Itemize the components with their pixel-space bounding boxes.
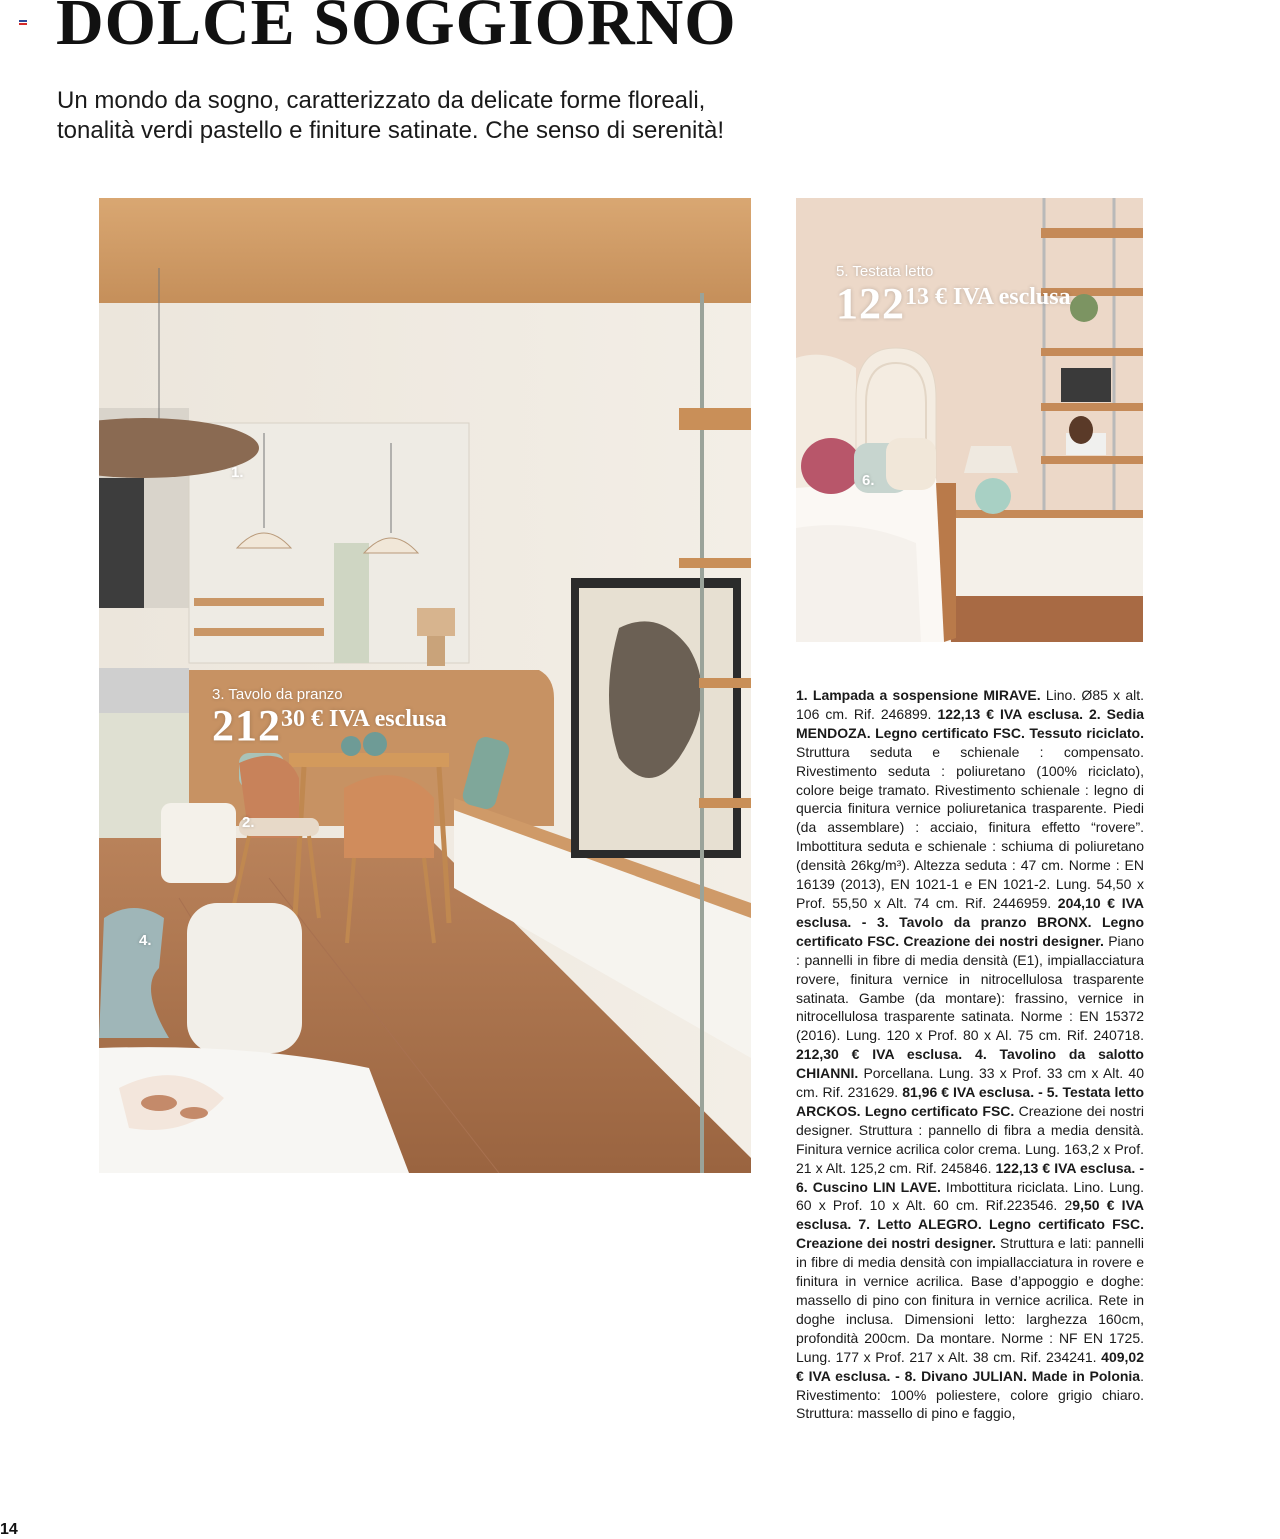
description-run: . Rivestimento: 100% poliestere, colore grigio chiaro. Struttura: massello di pino e faggio, xyxy=(796,1367,1144,1422)
headboard-price-label: 5. Testata letto xyxy=(836,263,934,280)
headboard-price-rest: 13 € IVA esclusa xyxy=(905,284,1071,310)
description-bold-run: 1. Lampada a sospensione MIRAVE. xyxy=(796,687,1041,703)
description-run: Imbottitura riciclata. Lino. Lung. 60 x Prof. 10 x Alt. 60 cm. Rif.223546. 2 xyxy=(796,1178,1145,1214)
marker-6: 6. xyxy=(862,472,875,489)
description-run: Struttura e lati: pannelli in fibre di media densità con impiallacciatura in rovere e finitura in vernice acrilica. Base d’appoggio e doghe: massello di pino con finitura in vernice acrilica. Rete in doghe inclusa. Dimensioni letto: larghezza 160cm, profondità 200cm. Da montare. Norme : NF EN 1725. Lung. 177 x Prof. 217 x Alt. 38 cm. Rif. 234241. xyxy=(796,1235,1144,1365)
intro-text xyxy=(57,86,857,146)
living-room-photo xyxy=(99,198,751,1173)
description-run: Creazione dei nostri designer. Struttura : pannello di fibra a media densità. Finitura vernice acrilica color crema. Lung. 163,2 x Prof. 21 x Alt. 125,2 cm. Rif. 245846. xyxy=(796,1102,1144,1176)
page-number: 14 xyxy=(0,1521,18,1538)
description-run: Porcellana. Lung. 33 x Prof. 33 cm x Alt. 40 cm. Rif. 231629. xyxy=(796,1065,1144,1101)
marker-2: 2. xyxy=(242,814,255,831)
living-room-illustration xyxy=(99,198,751,1173)
description-run: Struttura seduta e schienale : compensato. Rivestimento seduta : poliuretano (100% riciclato), colore beige tramato. Rivestimento schienale : legno di quercia finitura vernice poliuretanica trasparente. Piedi (da assemblare) : acciaio, finitura effetto “rovere”. Imbottitura seduta e schienale : schiuma di poliuretano (densità 26kg/m³). Altezza seduta : 47 cm. Norme : EN 16139 (2013), EN 1021-1 e EN 1021-2. Lung. 54,50 x Prof. 55,50 x Alt. 74 cm. Rif. 2446959. xyxy=(796,743,1144,911)
description-bold-run: 122,13 € IVA esclusa. - 6. Cuscino LIN LAVE. xyxy=(796,1159,1144,1195)
headboard-price-int: 122 xyxy=(836,279,905,328)
description-bold-run: 9,50 € IVA esclusa. 7. Letto ALEGRO. Legno certificato FSC. Creazione dei nostri designer. xyxy=(796,1197,1144,1252)
description-bold-run: 409,02 € IVA esclusa. - 8. Divano JULIAN. Made in Polonia xyxy=(796,1348,1144,1384)
marker-4: 4. xyxy=(139,932,152,949)
intro-line-2: tonalità verdi pastello e finiture satinate. Che senso di serenità! xyxy=(57,117,725,144)
dining-table-price xyxy=(212,700,447,751)
product-description xyxy=(796,686,1144,1423)
intro-line-1: Un mondo da sogno, caratterizzato da delicate forme floreali, xyxy=(57,87,706,114)
description-bold-run: 122,13 € IVA esclusa. 2. Sedia MENDOZA. Legno certificato FSC. Tessuto riciclato. xyxy=(796,705,1145,741)
description-run: Piano : pannelli in fibre di media densità (E1), impiallacciatura rovere, finitura vernice in nitrocellulosa trasparente satinata. Gambe (da montare): frassino, vernice in nitrocellulosa trasparente satinata. Norme : EN 15372 (2016). Lung. 120 x Prof. 80 x Al. 75 cm. Rif. 240718. xyxy=(796,932,1144,1044)
dining-table-price-rest: 30 € IVA esclusa xyxy=(281,706,447,732)
dining-table-price-int: 212 xyxy=(212,701,281,750)
headboard-price xyxy=(836,278,1071,329)
description-bold-run: 81,96 € IVA esclusa. - 5. Testata letto ARCKOS. Legno certificato FSC. xyxy=(796,1084,1145,1119)
description-bold-run: 212,30 € IVA esclusa. 4. Tavolino da salotto CHIANNI. xyxy=(796,1046,1144,1082)
brand-flag-icon xyxy=(19,20,27,25)
bedroom-photo xyxy=(796,198,1143,642)
marker-1: 1. xyxy=(231,464,244,481)
description-bold-run: 204,10 € IVA esclusa. - 3. Tavolo da pranzo BRONX. Legno certificato FSC. Creazione dei nostri designer. xyxy=(796,894,1144,949)
description-run: Lino. Ø85 x alt. 106 cm. Rif. 246899. xyxy=(796,687,1144,722)
dining-table-price-label: 3. Tavolo da pranzo xyxy=(212,686,343,703)
page-title: DOLCE SOGGIORNO xyxy=(56,0,737,59)
